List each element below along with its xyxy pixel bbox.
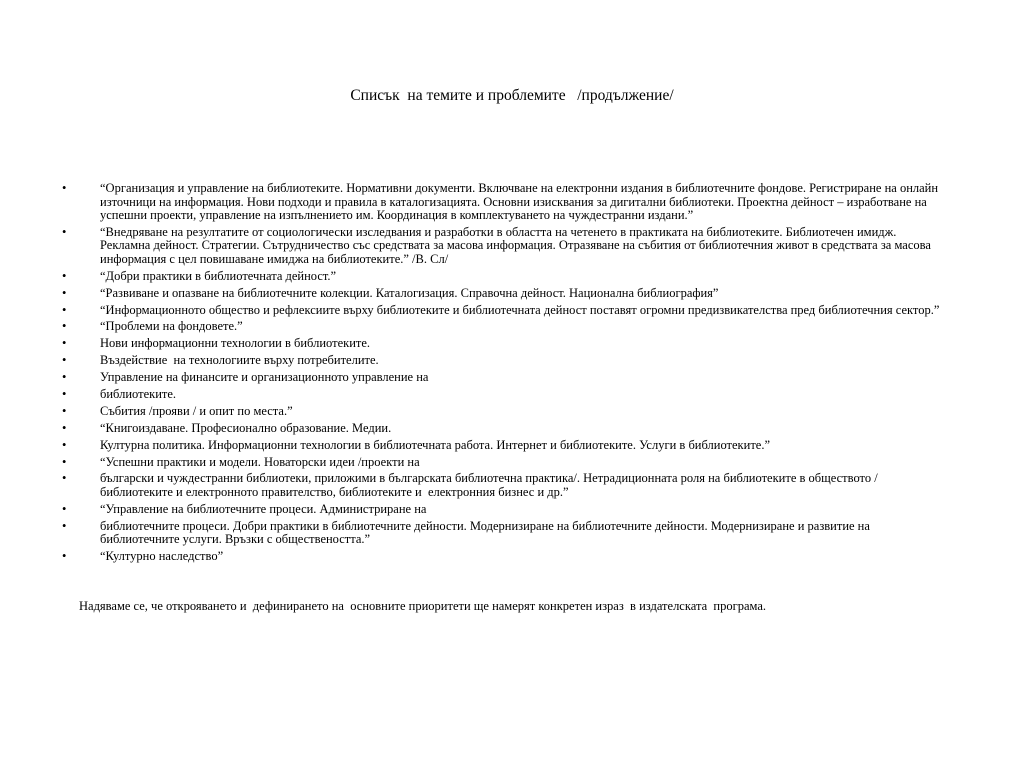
- bullet-icon: •: [62, 420, 67, 435]
- bullet-icon: •: [62, 268, 67, 283]
- list-item: [62, 405, 942, 419]
- list-item: [62, 520, 942, 547]
- list-item-text: “Културно наследство”: [100, 549, 224, 564]
- list-item-text: Управление на финансите и организационното управление на: [100, 370, 429, 385]
- bullet-icon: •: [62, 370, 67, 385]
- list-item-text: “Внедряване на резултатите от социологически изследвания и разработки в областта на четенето в практиката на библиотеките. Библиотечен имидж. Рекламна дейност. Стратегии. Сътрудничество със средствата за масова информация. Отразяване на събития от библиотечния живот в средствата за масова информация с цел повишаване имиджа на библиотеките.” /В. Сл/: [100, 224, 935, 266]
- list-item: [62, 182, 942, 223]
- list-item: [62, 320, 942, 334]
- list-item-text: Въздействие на технологиите върху потребителите.: [100, 353, 379, 368]
- list-item: [62, 354, 942, 368]
- bullet-icon: •: [62, 224, 67, 239]
- list-item-text: “Книгоиздаване. Професионално образование. Медии.: [100, 420, 392, 435]
- bullet-icon: •: [62, 454, 67, 469]
- list-item: [62, 337, 942, 351]
- bullet-icon: •: [62, 319, 67, 334]
- list-item: [62, 550, 942, 564]
- list-item-text: български и чуждестранни библиотеки, приложими в българската библиотечна практика/. Нетрадиционната роля на библиотеките в обществото /библиотеките и електронното правителство, библиотеките и електронния бизнес и др.”: [100, 471, 878, 499]
- topics-list: [62, 182, 942, 567]
- list-item-text: Събития /прояви / и опит по места.”: [100, 403, 293, 418]
- bullet-icon: •: [62, 285, 67, 300]
- closing-paragraph: Надяваме се, че открояването и дефинирането на основните приоритети ще намерят конкретен израз в издателската програма.: [79, 599, 766, 613]
- list-item: [62, 371, 942, 385]
- bullet-icon: •: [62, 518, 67, 533]
- bullet-icon: •: [62, 302, 67, 317]
- list-item: [62, 304, 942, 318]
- list-item-text: Нови информационни технологии в библиотеките.: [100, 336, 371, 351]
- bullet-icon: •: [62, 549, 67, 564]
- list-item-text: “Развиване и опазване на библиотечните колекции. Каталогизация. Справочна дейност. Национална библиография”: [100, 285, 719, 300]
- list-item: [62, 270, 942, 284]
- list-item-text: “Информационното общество и рефлексиите върху библиотеките и библиотечната дейност поставят огромни предизвикателства пред библиотечния сектор.”: [100, 302, 940, 317]
- bullet-icon: •: [62, 437, 67, 452]
- list-item: [62, 472, 942, 499]
- bullet-icon: •: [62, 403, 67, 418]
- list-item-text: библиотечните процеси. Добри практики в библиотечните дейности. Модернизиране на библиотечните дейности. Модернизиране и развитие на библиотечните услуги. Връзки с обществеността.”: [100, 518, 874, 547]
- bullet-icon: •: [62, 471, 67, 486]
- bullet-icon: •: [62, 387, 67, 402]
- bullet-icon: •: [62, 353, 67, 368]
- bullet-icon: •: [62, 336, 67, 351]
- list-item: [62, 226, 942, 267]
- list-item: [62, 388, 942, 402]
- list-item: [62, 456, 942, 470]
- bullet-icon: •: [62, 181, 67, 195]
- list-item: [62, 503, 942, 517]
- bullet-icon: •: [62, 501, 67, 516]
- list-item: [62, 287, 942, 301]
- page-title: Списък на темите и проблемите /продължение/: [350, 87, 674, 104]
- list-item-text: Културна политика. Информационни технологии в библиотечната работа. Интернет и библиотеките. Услуги в библиотеките.”: [100, 437, 771, 452]
- list-item-text: “Организация и управление на библиотеките. Нормативни документи. Включване на електронни издания в библиотечните фондове. Регистриране на онлайн източници на информация. Нови подходи и правила в каталогизацията. Основни изисквания за дигитални библиотеки. Проектна дейност – изработване на успешни проекти, управление на изпълнението им. Координация в комплектуването на чуждестранни издани.”: [100, 181, 942, 222]
- list-item: [62, 439, 942, 453]
- list-item-text: “Проблеми на фондовете.”: [100, 319, 243, 334]
- list-item-text: “Добри практики в библиотечната дейност.”: [100, 268, 337, 283]
- list-item-text: “Успешни практики и модели. Новаторски идеи /проекти на: [100, 454, 420, 469]
- list-item-text: “Управление на библиотечните процеси. Администриране на: [100, 501, 427, 516]
- list-item-text: библиотеките.: [100, 387, 177, 402]
- list-item: [62, 422, 942, 436]
